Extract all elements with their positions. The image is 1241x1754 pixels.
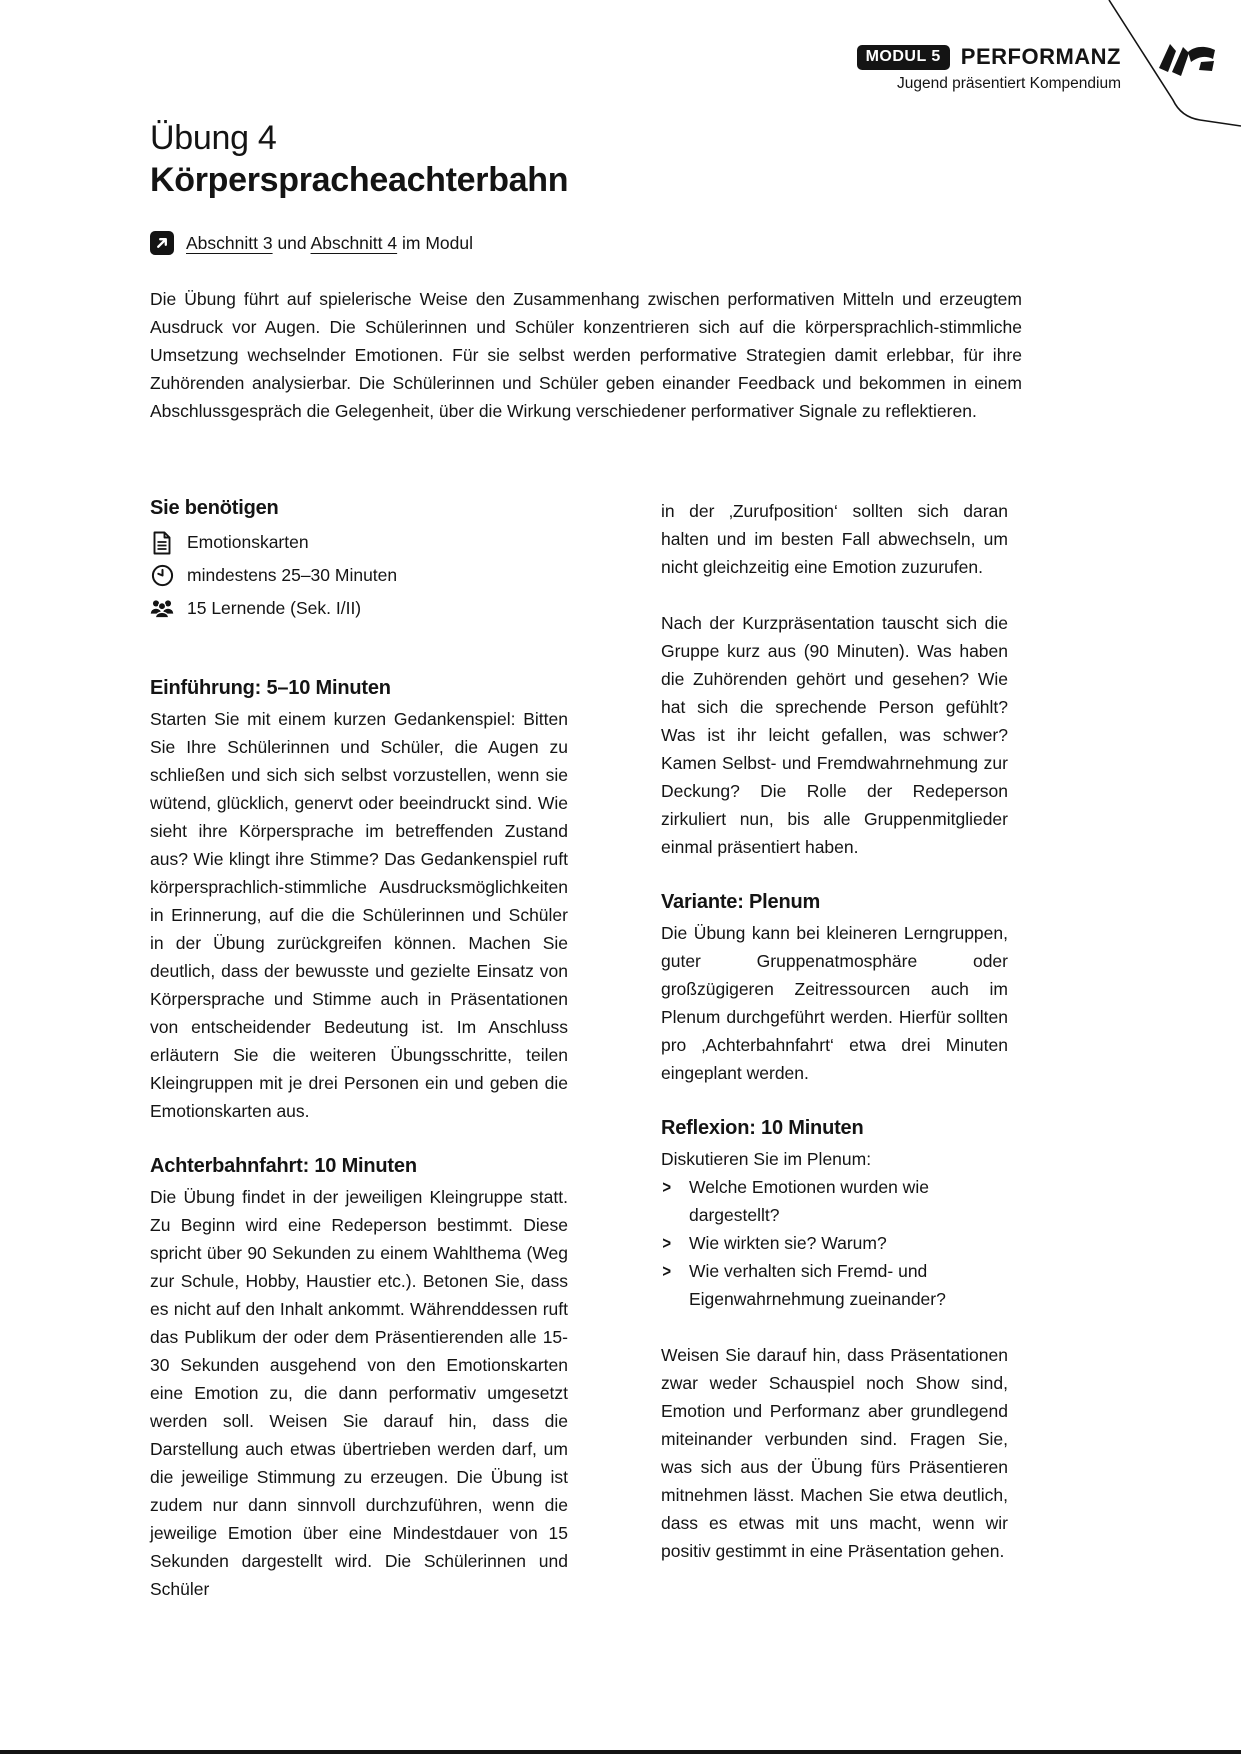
- bullet-text: Wie wirkten sie? Warum?: [689, 1233, 887, 1254]
- two-column-layout: [150, 497, 1022, 1603]
- requirements-heading: Sie benötigen: [150, 497, 279, 520]
- title-block: [150, 118, 1022, 201]
- module-badge-row: [857, 44, 1121, 70]
- variante-body: Die Übung kann bei kleineren Lerngruppen, guter Gruppenatmosphäre oder großzügigeren Zeitressourcen auch im Plenum durchgeführt werden. Hierfür sollten pro ‚Achterbahnfahrt‘ etwa drei Minuten eingeplant werden.: [661, 923, 1008, 1084]
- right-column: [661, 497, 1008, 1603]
- requirement-label: 15 Lernende (Sek. I/II): [187, 598, 362, 619]
- achterbahnfahrt-heading: Achterbahnfahrt: 10 Minuten: [150, 1155, 417, 1178]
- chevron-bullet-icon: >: [662, 1261, 672, 1282]
- variante-section: [661, 891, 1008, 1087]
- bullet-text: Wie verhalten sich Fremd- und Eigenwahrnehmung zueinander?: [689, 1261, 946, 1310]
- module-title: PERFORMANZ: [960, 44, 1121, 69]
- reflexion-bullet-list: [661, 1173, 1008, 1313]
- achterbahnfahrt-section: [150, 1155, 568, 1603]
- closing-paragraph: Weisen Sie darauf hin, dass Präsentationen zwar weder Schauspiel noch Show sind, Emotion und Performanz aber grundlegend miteinander verbunden sind. Fragen Sie, was sich aus der Übung fürs Präsentieren mitnehmen lässt. Machen Sie etwa deutlich, dass es etwas mit uns macht, wenn wir positiv gestimmt in eine Präsentation gehen.: [661, 1345, 1008, 1562]
- chevron-bullet-icon: >: [662, 1177, 672, 1198]
- achterbahnfahrt-body: Die Übung findet in der jeweiligen Kleingruppe statt. Zu Beginn wird eine Redeperson bestimmt. Diese spricht über 90 Sekunden zu einem Wahlthema (Weg zur Schule, Hobby, Haustier etc.). Betonen Sie, dass es nicht auf den Inhalt ankommt. Währenddessen ruft das Publikum der oder dem Präsentierenden alle 15-30 Sekunden ausgehend von den Emotionskarten eine Emotion zu, die dann performativ umgesetzt werden soll. Weisen Sie darauf hin, dass die Darstellung auch etwas übertrieben werden darf, um die jeweilige Stimmung zu erzeugen. Die Übung ist zudem nur dann sinnvoll durchzuführen, wenn die jeweilige Emotion über eine Mindestdauer von 15 Sekunden dargestellt wird. Die Schülerinnen und Schüler: [150, 1187, 568, 1600]
- chevron-bullet-icon: >: [662, 1233, 672, 1254]
- page-bottom-border: [0, 1750, 1241, 1754]
- module-badge: MODUL 5: [857, 45, 950, 70]
- requirement-item-materials: [150, 526, 568, 559]
- clock-icon: [150, 564, 174, 588]
- exercise-number: Übung 4: [150, 119, 277, 157]
- jugend-praesentiert-logo-icon: [1155, 38, 1217, 82]
- requirement-item-duration: [150, 559, 568, 592]
- requirement-label: mindestens 25–30 Minuten: [187, 565, 398, 586]
- link-abschnitt-3[interactable]: Abschnitt 3: [186, 232, 273, 253]
- link-suffix: im Modul: [397, 232, 473, 253]
- group-icon: [150, 597, 174, 621]
- link-abschnitt-4[interactable]: Abschnitt 4: [310, 232, 398, 253]
- variante-heading: Variante: Plenum: [661, 891, 821, 914]
- requirements-list: [150, 526, 568, 625]
- module-link-text: [186, 233, 473, 254]
- page-header: [857, 44, 1121, 93]
- einfuehrung-body: Starten Sie mit einem kurzen Gedankenspiel: Bitten Sie Ihre Schülerinnen und Schüler, die Augen zu schließen und sich sich selbst vorzustellen, wenn sie wütend, glücklich, genervt oder beeindruckt sind. Wie sieht ihre Körpersprache im betreffenden Zustand aus? Wie klingt ihre Stimme? Das Gedankenspiel ruft körpersprachlich-stimmliche Ausdrucksmöglichkeiten in Erinnerung, auf die die Schülerinnen und Schüler in der Übung zurückgreifen können. Machen Sie deutlich, dass der bewusste und gezielte Einsatz von Körpersprache und Stimme auch in Präsentationen von entscheidender Bedeutung ist. Im Anschluss erläutern Sie die weiteren Übungsschritte, teilen Kleingruppen mit je drei Personen ein und geben die Emotionskarten aus.: [150, 709, 568, 1122]
- einfuehrung-heading: Einführung: 5–10 Minuten: [150, 677, 391, 700]
- reflexion-bullet: [661, 1229, 1008, 1257]
- reflexion-intro: Diskutieren Sie im Plenum:: [661, 1149, 872, 1170]
- link-connector: und: [272, 232, 311, 253]
- reflexion-bullet: [661, 1257, 1008, 1313]
- reflexion-section: [661, 1117, 1008, 1313]
- einfuehrung-section: [150, 677, 568, 1125]
- bullet-text: Welche Emotionen wurden wie dargestellt?: [689, 1177, 929, 1226]
- kompendium-subtitle: Jugend präsentiert Kompendium: [896, 75, 1121, 92]
- feedback-paragraph: Nach der Kurzpräsentation tauscht sich die Gruppe kurz aus (90 Minuten). Was haben die Zuhörenden gehört und gesehen? Wie hat sich die sprechende Person gefühlt? Was ist ihr leicht gefallen, was schwer? Kamen Selbst- und Fremdwahrnehmung zur Deckung? Die Rolle der Redeperson zirkuliert nun, bis alle Gruppenmitglieder einmal präsentiert haben.: [661, 613, 1008, 858]
- left-column: [150, 497, 568, 1603]
- reflexion-heading: Reflexion: 10 Minuten: [661, 1117, 864, 1140]
- requirement-item-participants: [150, 592, 568, 625]
- page-title: Körperspracheachterbahn: [150, 160, 569, 199]
- continuation-paragraph: in der ‚Zurufposition‘ sollten sich daran halten und im besten Fall abwechseln, um nicht gleichzeitig eine Emotion zuzurufen.: [661, 501, 1008, 578]
- requirements-section: [150, 497, 568, 625]
- external-link-icon[interactable]: [150, 231, 174, 255]
- reflexion-bullet: [661, 1173, 1008, 1229]
- document-icon: [150, 531, 174, 555]
- module-link-row: [150, 231, 1022, 255]
- page-content: [150, 118, 1022, 1603]
- intro-paragraph: Die Übung führt auf spielerische Weise den Zusammenhang zwischen performativen Mitteln und erzeugtem Ausdruck vor Augen. Die Schülerinnen und Schüler konzentrieren sich auf die körpersprachlich-stimmliche Umsetzung wechselnder Emotionen. Für sie selbst werden performative Strategien damit erlebbar, für ihre Zuhörenden analysierbar. Die Schülerinnen und Schüler geben einander Feedback und bekommen in einem Abschlussgespräch die Gelegenheit, über die Wirkung verschiedener performativer Signale zu reflektieren.: [150, 289, 1022, 422]
- requirement-label: Emotionskarten: [187, 532, 309, 553]
